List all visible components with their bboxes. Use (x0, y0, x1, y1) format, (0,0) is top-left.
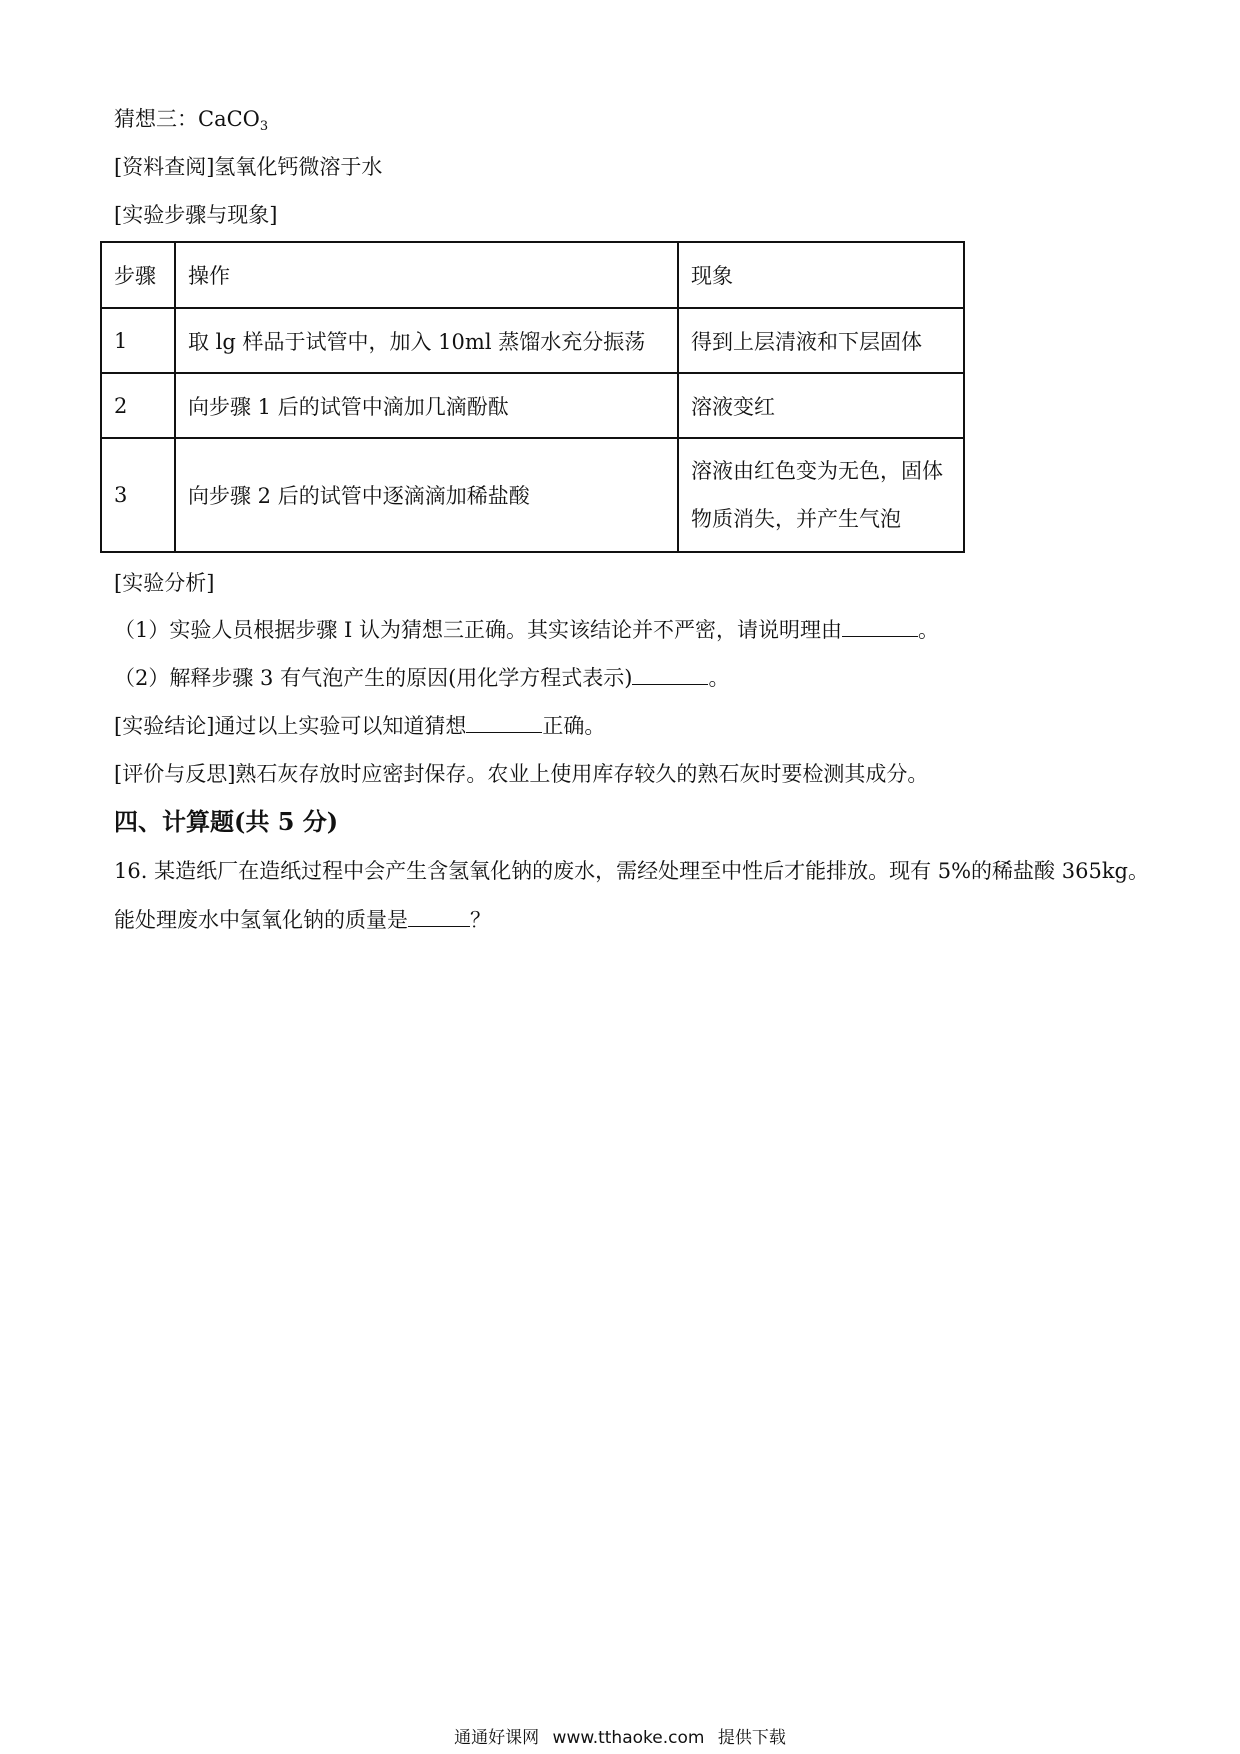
conclusion-text: [实验结论]通过以上实验可以知道猜想 (114, 714, 467, 738)
question-16-end: ？ (470, 908, 491, 932)
question-2-end: 。 (708, 666, 730, 690)
formula-subscript: 3 (259, 119, 269, 134)
question-16-line-2 (114, 905, 491, 935)
question-16-line-1: 16. 某造纸厂在造纸过程中会产生含氢氧化钠的废水，需经处理至中性后才能排放。现有 5%的稀盐酸 365kg。 (114, 859, 1149, 883)
table-header-row (101, 242, 964, 308)
phenomenon-cell: 溶液由红色变为无色，固体物质消失，并产生气泡 (678, 438, 964, 552)
analysis-heading: [实验分析] (114, 571, 215, 595)
question-2-text: （2）解释步骤 3 有气泡产生的原因(用化学方程式表示) (114, 666, 633, 690)
answer-blank-1[interactable] (842, 618, 918, 637)
table-row (101, 308, 964, 373)
operation-cell: 取 lg 样品于试管中，加入 10ml 蒸馏水充分振荡 (175, 308, 678, 373)
page-footer (0, 1723, 1240, 1748)
operation-cell: 向步骤 1 后的试管中滴加几滴酚酞 (175, 373, 678, 438)
question-16-text: 能处理废水中氢氧化钠的质量是 (114, 908, 408, 932)
formula-caco3: CaCO (198, 107, 260, 131)
operation-cell: 向步骤 2 后的试管中逐滴滴加稀盐酸 (175, 438, 678, 552)
question-1-text: （1）实验人员根据步骤 I 认为猜想三正确。其实该结论并不严密，请说明理由 (114, 618, 843, 642)
answer-blank-4[interactable] (408, 908, 470, 927)
step-cell: 1 (101, 308, 175, 373)
info-line: [资料查阅]氢氧化钙微溶于水 (114, 155, 383, 179)
guess-three-label: 猜想三： (114, 107, 198, 131)
experiment-table (100, 241, 965, 553)
table-row (101, 373, 964, 438)
footer-url: www.tthaoke.com (552, 1728, 705, 1748)
phenomenon-cell: 得到上层清液和下层固体 (678, 308, 964, 373)
reflection-line: [评价与反思]熟石灰存放时应密封保存。农业上使用库存较久的熟石灰时要检测其成分。 (114, 762, 929, 786)
table-row (101, 438, 964, 552)
header-operation: 操作 (175, 242, 678, 308)
step-cell: 3 (101, 438, 175, 552)
footer-note: 提供下载 (717, 1728, 786, 1748)
steps-heading: [实验步骤与现象] (114, 203, 278, 227)
conclusion-end: 正确。 (542, 714, 606, 738)
question-1 (114, 615, 939, 645)
header-phenomenon: 现象 (678, 242, 964, 308)
answer-blank-3[interactable] (466, 714, 542, 733)
conclusion-line (114, 711, 605, 741)
header-step: 步骤 (101, 242, 175, 308)
step-cell: 2 (101, 373, 175, 438)
question-1-end: 。 (918, 618, 940, 642)
section-title: 四、计算题(共 5 分) (114, 807, 339, 836)
phenomenon-cell: 溶液变红 (678, 373, 964, 438)
question-2 (114, 663, 729, 693)
answer-blank-2[interactable] (632, 666, 708, 685)
footer-site-name: 通通好课网 (454, 1728, 540, 1748)
guess-three-line (114, 104, 268, 134)
